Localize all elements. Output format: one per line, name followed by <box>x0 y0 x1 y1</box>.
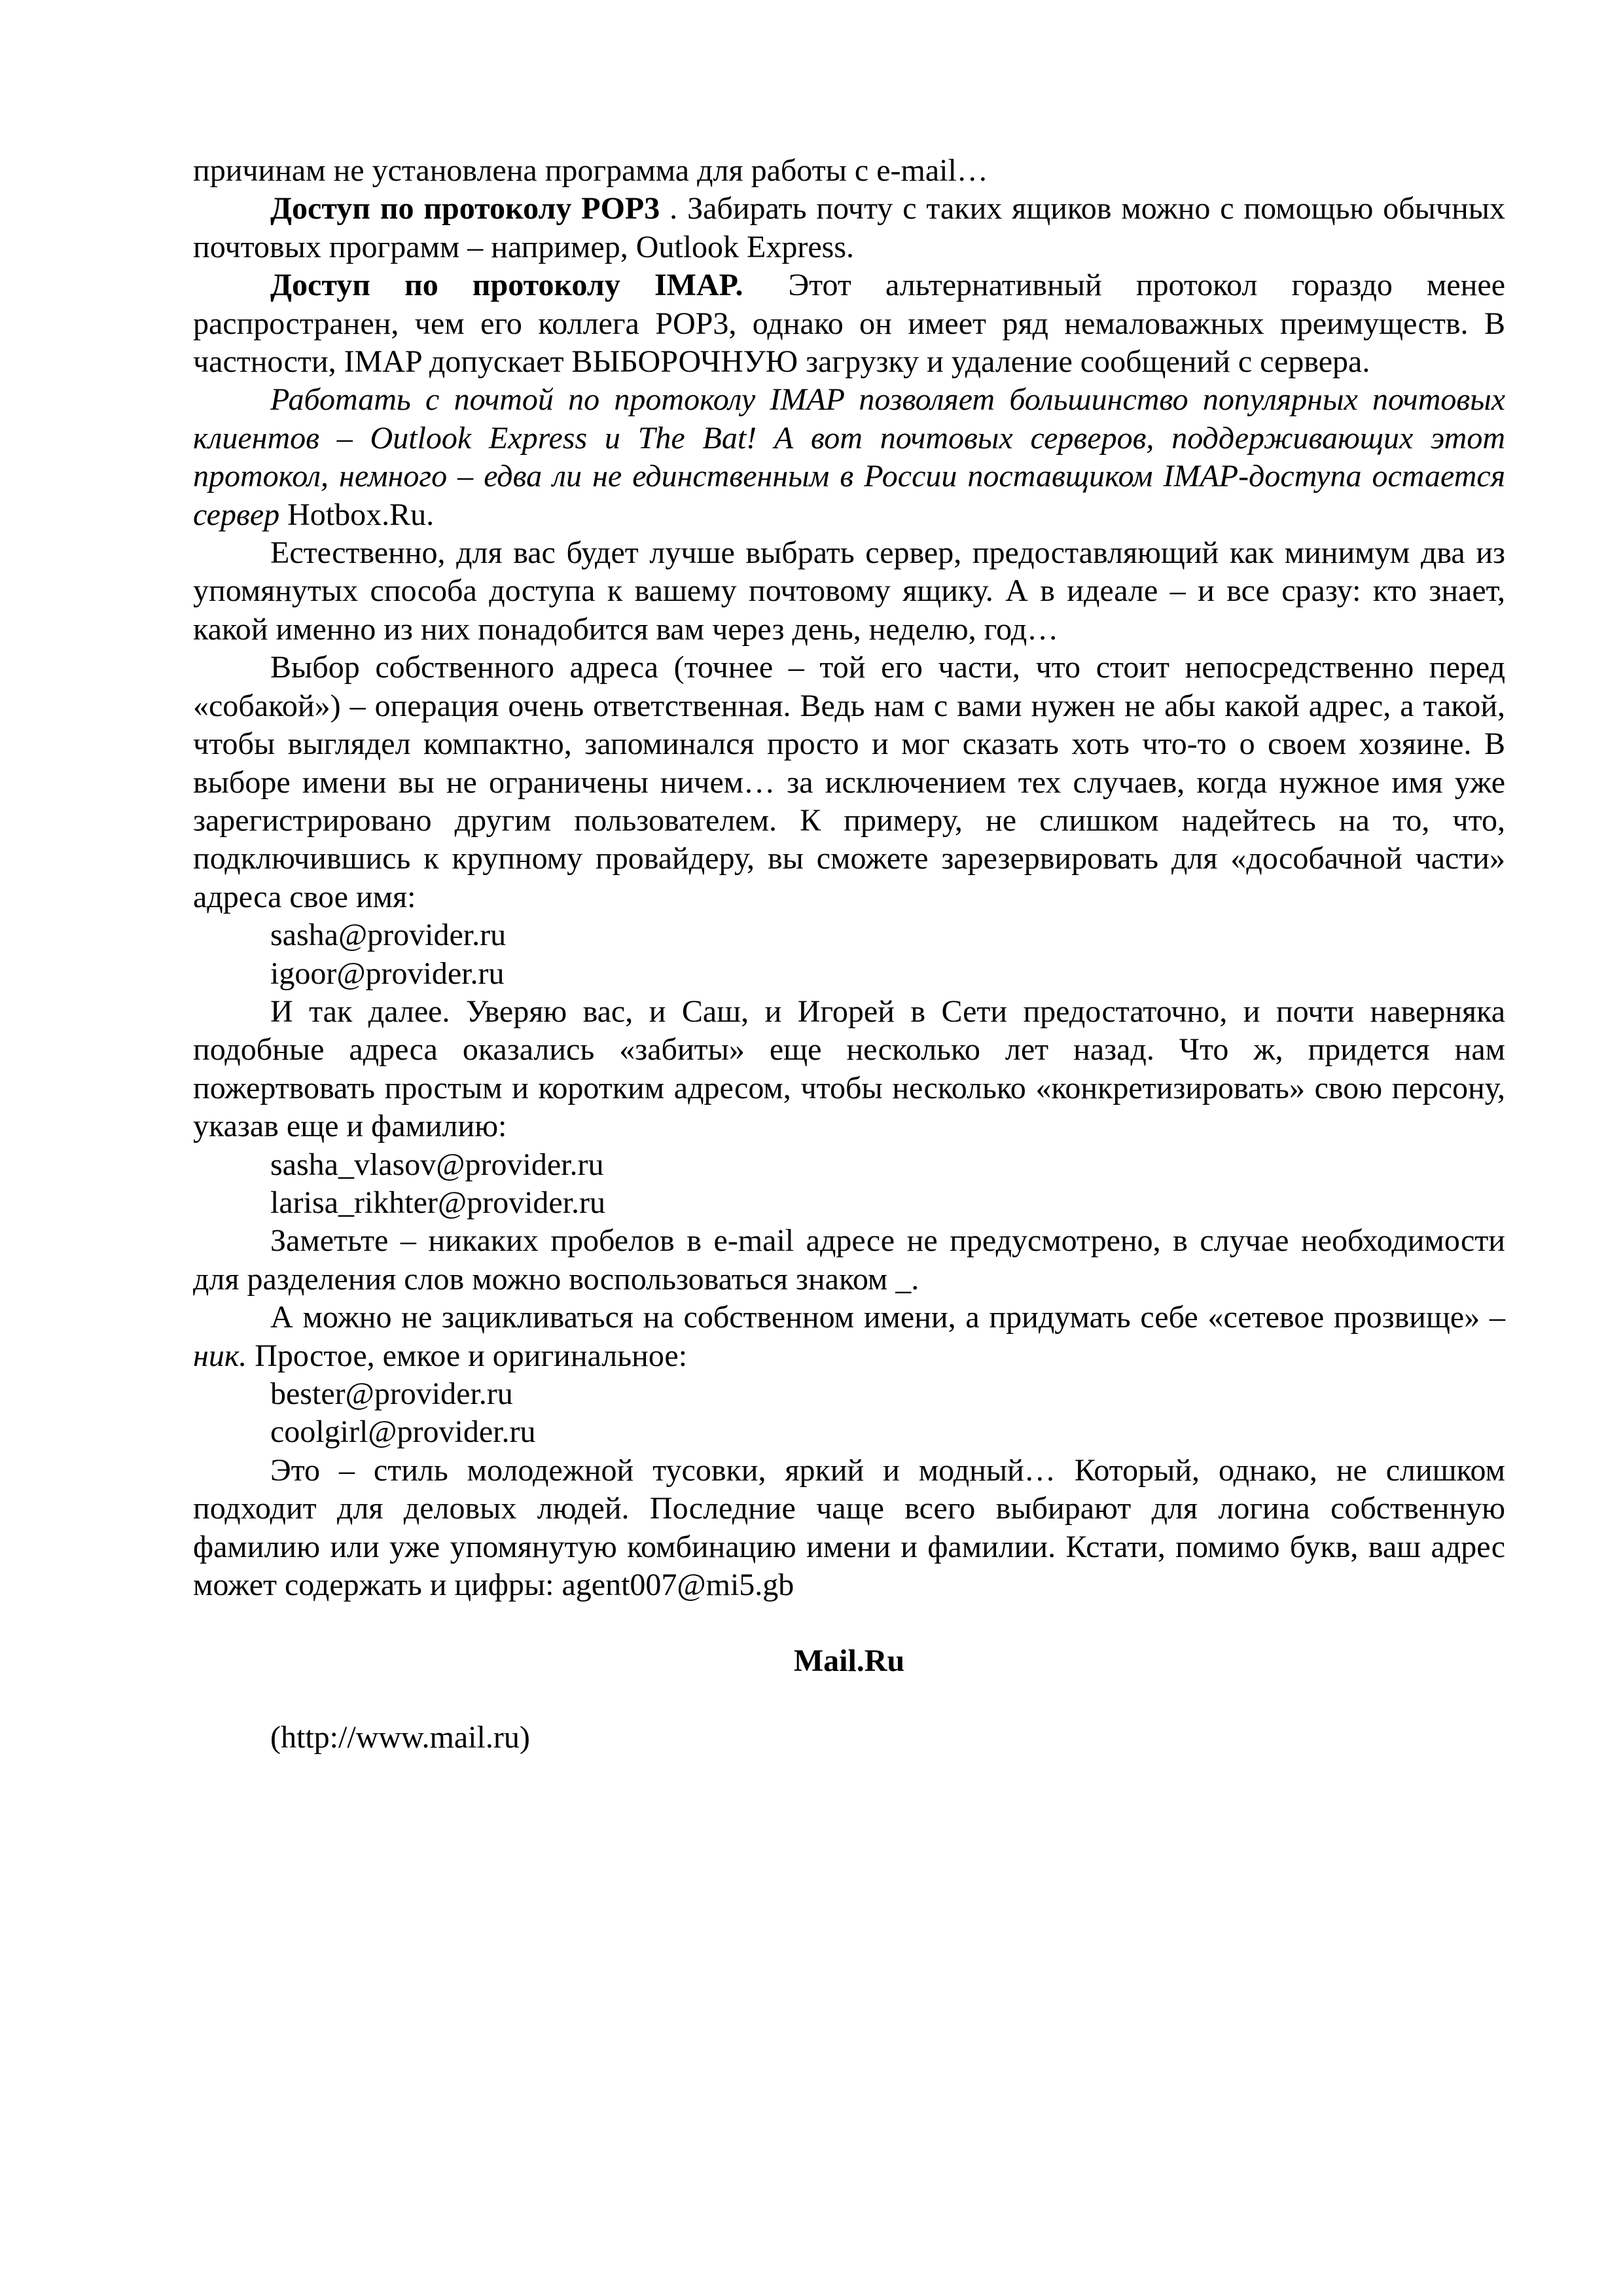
imap-clients-italic: Работать с почтой по протоколу IMAP позволяет большинство популярных почтовых клиентов – Outlook Express и The Bat! А вот почтовых серверов, поддерживающих этот протокол, немного – едва ли не единственным в России поставщиком IMAP-доступа остается сервер <box>193 382 1505 532</box>
paragraph-imap-clients <box>193 381 1505 534</box>
paragraph-choose-address: Выбор собственного адреса (точнее – той его части, что стоит непосредственно перед «собакой») – операция очень ответственная. Ведь нам с вами нужен не абы какой адрес, а такой, чтобы выглядел компактно, запоминался просто и мог сказать хоть что-то о своем хозяине. В выборе имени вы не ограничены ничем… за исключением тех случаев, когда нужное имя уже зарегистрировано другим пользователем. К примеру, не слишком надейтесь на то, что, подключившись к крупному провайдеру, вы сможете зарезервировать для «дособачной части» адреса свое имя: <box>193 650 1505 914</box>
paragraph-intro: причинам не установлена программа для работы с e-mail… <box>193 153 988 188</box>
paragraph-nickname <box>193 1299 1505 1375</box>
document-body <box>193 152 1505 1757</box>
email-example: coolgirl@provider.ru <box>270 1414 536 1450</box>
section-heading: Mail.Ru <box>793 1643 905 1679</box>
pop3-text: . Забирать почту с таких ящиков можно с помощью обычных почтовых программ – например, Outlook Express. <box>193 191 1506 264</box>
email-example: sasha@provider.ru <box>270 918 507 953</box>
paragraph-choose-server: Естественно, для вас будет лучше выбрать сервер, предоставляющий как минимум два из упомянутых способа доступа к вашему почтовому ящику. А в идеале – и все сразу: кто знает, какой именно из них понадобится вам через день, неделю, год… <box>193 535 1505 647</box>
nickname-text-end: Простое, емкое и оригинальное: <box>247 1338 688 1373</box>
email-example: larisa_rikhter@provider.ru <box>270 1185 606 1220</box>
paragraph-pop3 <box>193 190 1505 266</box>
nickname-term: ник. <box>193 1338 247 1373</box>
imap-text: Этот альтернативный протокол гораздо менее распространен, чем его коллега POP3, однако он имеет ряд немаловажных преимуществ. В частности, IMAP допускает ВЫБОРОЧНУЮ загрузку и удаление сообщений с сервера. <box>193 268 1505 380</box>
paragraph-no-spaces: Заметьте – никаких пробелов в e-mail адресе не предусмотрено, в случае необходимости для разделения слов можно воспользоваться знаком _. <box>193 1223 1505 1297</box>
email-example: igoor@provider.ru <box>270 956 505 991</box>
email-example: bester@provider.ru <box>270 1376 513 1411</box>
paragraph-style: Это – стиль молодежной тусовки, яркий и модный… Который, однако, не слишком подходит для деловых людей. Последние чаще всего выбирают для логина собственную фамилию или уже упомянутую комбинацию имени и фамилии. Кстати, помимо букв, ваш адрес может содержать и цифры: agent007@mi5.gb <box>193 1452 1505 1603</box>
paragraph-imap <box>193 266 1505 381</box>
paragraph-surname: И так далее. Уверяю вас, и Саш, и Игорей в Сети предостаточно, и почти наверняка подобные адреса оказались «забиты» еще несколько лет назад. Что ж, придется нам пожертвовать простым и коротким адресом, чтобы несколько «конкретизировать» свою персону, указав еще и фамилию: <box>193 994 1505 1144</box>
email-example: sasha_vlasov@provider.ru <box>270 1147 604 1182</box>
imap-heading: Доступ по протоколу IMAP. <box>270 268 743 303</box>
nickname-text-start: А можно не зацикливаться на собственном имени, а придумать себе «сетевое прозвище» – <box>270 1300 1505 1335</box>
imap-clients-server: Hotbox.Ru. <box>279 497 435 532</box>
pop3-heading: Доступ по протоколу POP3 <box>270 191 660 226</box>
section-url: (http://www.mail.ru) <box>270 1719 530 1755</box>
